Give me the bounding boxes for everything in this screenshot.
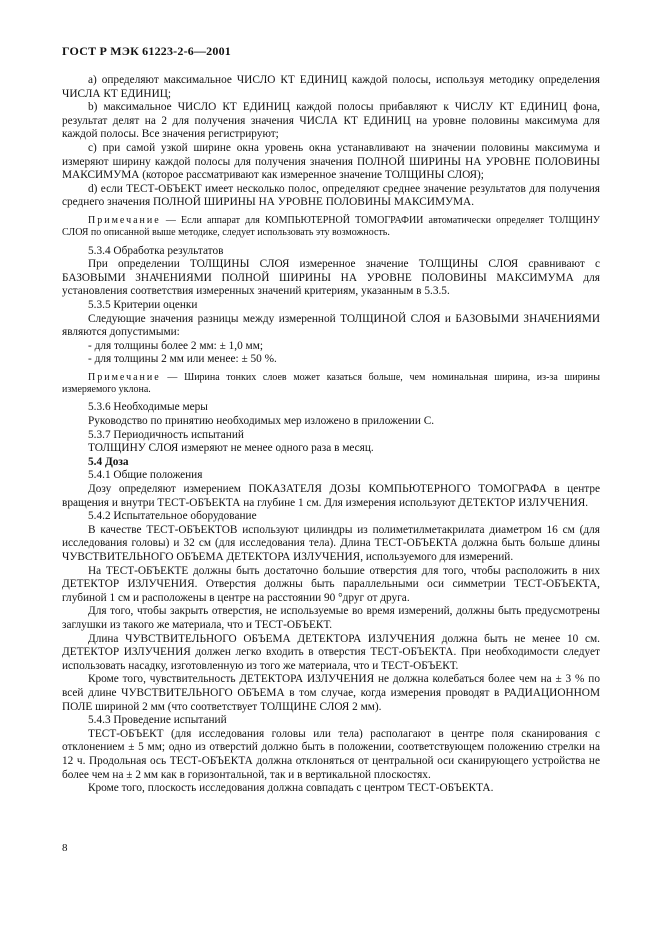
- note-text: — Если аппарат для КОМПЬЮТЕРНОЙ ТОМОГРАФИИ автоматически определяет ТОЛЩИНУ СЛОЯ по описанной выше методике, следует использовать эту возможность.: [62, 214, 600, 239]
- paragraph-d: d) если ТЕСТ-ОБЪЕКТ имеет несколько полос, определяют среднее значение результатов для получения среднего значения ПОЛНОЙ ШИРИНЫ НА УРОВНЕ ПОЛОВИНЫ МАКСИМУМА.: [62, 182, 600, 209]
- note-2: [62, 372, 600, 397]
- section-heading-5-3-5: 5.3.5 Критерии оценки: [88, 298, 198, 311]
- paragraph-c: с) при самой узкой ширине окна уровень окна устанавливают на значении половины максимума и измеряют ширину каждой полосы для получения значения ПОЛНОЙ ШИРИНЫ НА УРОВНЕ ПОЛОВИНЫ МАКСИМУМА (которое рассматривают как измеренное значение ТОЛЩИНЫ СЛОЯ);: [62, 141, 600, 182]
- section-heading-5-4-1: 5.4.1 Общие положения: [88, 469, 203, 482]
- section-heading-5-4-3: 5.4.3 Проведение испытаний: [88, 714, 227, 727]
- document-body: [62, 74, 600, 796]
- paragraph-5-4-2-a: В качестве ТЕСТ-ОБЪЕКТОВ используют цилиндры из полиметилметакрилата диаметром 16 см (для исследования головы) и 32 см (для исследования тела). Длина ТЕСТ-ОБЪЕКТА должна быть больше длины ЧУВСТВИТЕЛЬНОГО ОБЪЕМА ДЕТЕКТОРА ИЗЛУЧЕНИЯ, используемого для измерений.: [62, 523, 600, 563]
- paragraph-5-4-2-b: На ТЕСТ-ОБЪЕКТЕ должны быть достаточно большие отверстия для того, чтобы расположить в них ДЕТЕКТОР ИЗЛУЧЕНИЯ. Отверстия должны быть параллельными оси симметрии ТЕСТ-ОБЪЕКТА, глубиной 1 см и расположены в центре на расстоянии 90 °друг от друга.: [62, 564, 600, 604]
- section-heading-5-4-2: 5.4.2 Испытательное оборудование: [88, 510, 257, 523]
- document-header: ГОСТ Р МЭК 61223-2-6—2001: [62, 44, 231, 58]
- note-text: — Ширина тонких слоев может казаться больше, чем номинальная ширина, из-за ширины измеряемого уклона.: [62, 371, 600, 396]
- paragraph-a: а) определяют максимальное ЧИСЛО КТ ЕДИНИЦ каждой полосы, используя методику определения ЧИСЛА КТ ЕДИНИЦ;: [62, 74, 600, 100]
- section-heading-5-3-6: 5.3.6 Необходимые меры: [88, 401, 208, 414]
- note-1: [62, 215, 600, 240]
- list-item: - для толщины более 2 мм: ± 1,0 мм;: [88, 339, 263, 352]
- note-label: Примечание: [88, 214, 161, 226]
- paragraph-5-3-6: Руководство по принятию необходимых мер изложено в приложении С.: [88, 415, 435, 428]
- section-heading-5-3-4: 5.3.4 Обработка результатов: [88, 244, 224, 257]
- section-heading-5-3-7: 5.3.7 Периодичность испытаний: [88, 428, 244, 441]
- note-label: Примечание: [88, 371, 161, 383]
- section-heading-5-4: 5.4 Доза: [88, 455, 129, 468]
- paragraph-5-4-3-a: ТЕСТ-ОБЪЕКТ (для исследования головы или тела) располагают в центре поля сканирования с отклонением ± 5 мм; одно из отверстий должно быть в положении, соответствующем положению стрелки на 12 ч. Продольная ось ТЕСТ-ОБЪЕКТА должна отклоняться от центральной оси сканирующего устройства не более чем на ± 2 мм как в горизонтальной, так и в вертикальной плоскостях.: [62, 727, 600, 781]
- paragraph-b: b) максимальное ЧИСЛО КТ ЕДИНИЦ каждой полосы прибавляют к ЧИСЛУ КТ ЕДИНИЦ фона, результат делят на 2 для получения значения ЧИСЛА КТ ЕДИНИЦ на уровне половины максимума для каждой полосы. Все значения регистрируют;: [62, 101, 600, 141]
- paragraph-5-3-4: При определении ТОЛЩИНЫ СЛОЯ измеренное значение ТОЛЩИНЫ СЛОЯ сравнивают с БАЗОВЫМИ ЗНАЧЕНИЯМИ ПОЛНОЙ ШИРИНЫ НА УРОВНЕ ПОЛОВИНЫ МАКСИМУМА для установления соответствия измеренных значений критериям, указанным в 5.3.5.: [62, 258, 600, 298]
- paragraph-5-4-2-c: Для того, чтобы закрыть отверстия, не используемые во время измерений, должны быть предусмотрены заглушки из такого же материала, что и ТЕСТ-ОБЪЕКТ.: [62, 605, 600, 631]
- paragraph-5-3-7: ТОЛЩИНУ СЛОЯ измеряют не менее одного раза в месяц.: [88, 442, 374, 455]
- paragraph-5-4-3-b: Кроме того, плоскость исследования должна совпадать с центром ТЕСТ-ОБЪЕКТА.: [88, 782, 494, 795]
- paragraph-5-4-1: Дозу определяют измерением ПОКАЗАТЕЛЯ ДОЗЫ КОМПЬЮТЕРНОГО ТОМОГРАФА в центре вращения и внутри ТЕСТ-ОБЪЕКТА на глубине 1 см. Для измерения используют ДЕТЕКТОР ИЗЛУЧЕНИЯ.: [62, 483, 600, 509]
- paragraph-5-3-5: Следующие значения разницы между измеренной ТОЛЩИНОЙ СЛОЯ и БАЗОВЫМИ ЗНАЧЕНИЯМИ являются допустимыми:: [62, 312, 600, 339]
- paragraph-5-4-2-e: Кроме того, чувствительность ДЕТЕКТОРА ИЗЛУЧЕНИЯ не должна колебаться более чем на ± 3 % по всей длине ЧУВСТВИТЕЛЬНОГО ОБЪЕМА в том случае, когда измерения проводят в РАДИАЦИОННОМ ПОЛЕ шириной 2 мм (что соответствует ТОЛЩИНЕ СЛОЯ 2 мм).: [62, 673, 600, 713]
- list-item: - для толщины 2 мм или менее: ± 50 %.: [88, 353, 277, 366]
- page-number: 8: [62, 842, 68, 854]
- paragraph-5-4-2-d: Длина ЧУВСТВИТЕЛЬНОГО ОБЪЕМА ДЕТЕКТОРА ИЗЛУЧЕНИЯ должна быть не менее 10 см. ДЕТЕКТОР ИЗЛУЧЕНИЯ должен легко входить в отверстия ТЕСТ-ОБЪЕКТА. При необходимости следует использовать насадку, изготовленную из того же материала, что и ТЕСТ-ОБЪЕКТ.: [62, 632, 600, 672]
